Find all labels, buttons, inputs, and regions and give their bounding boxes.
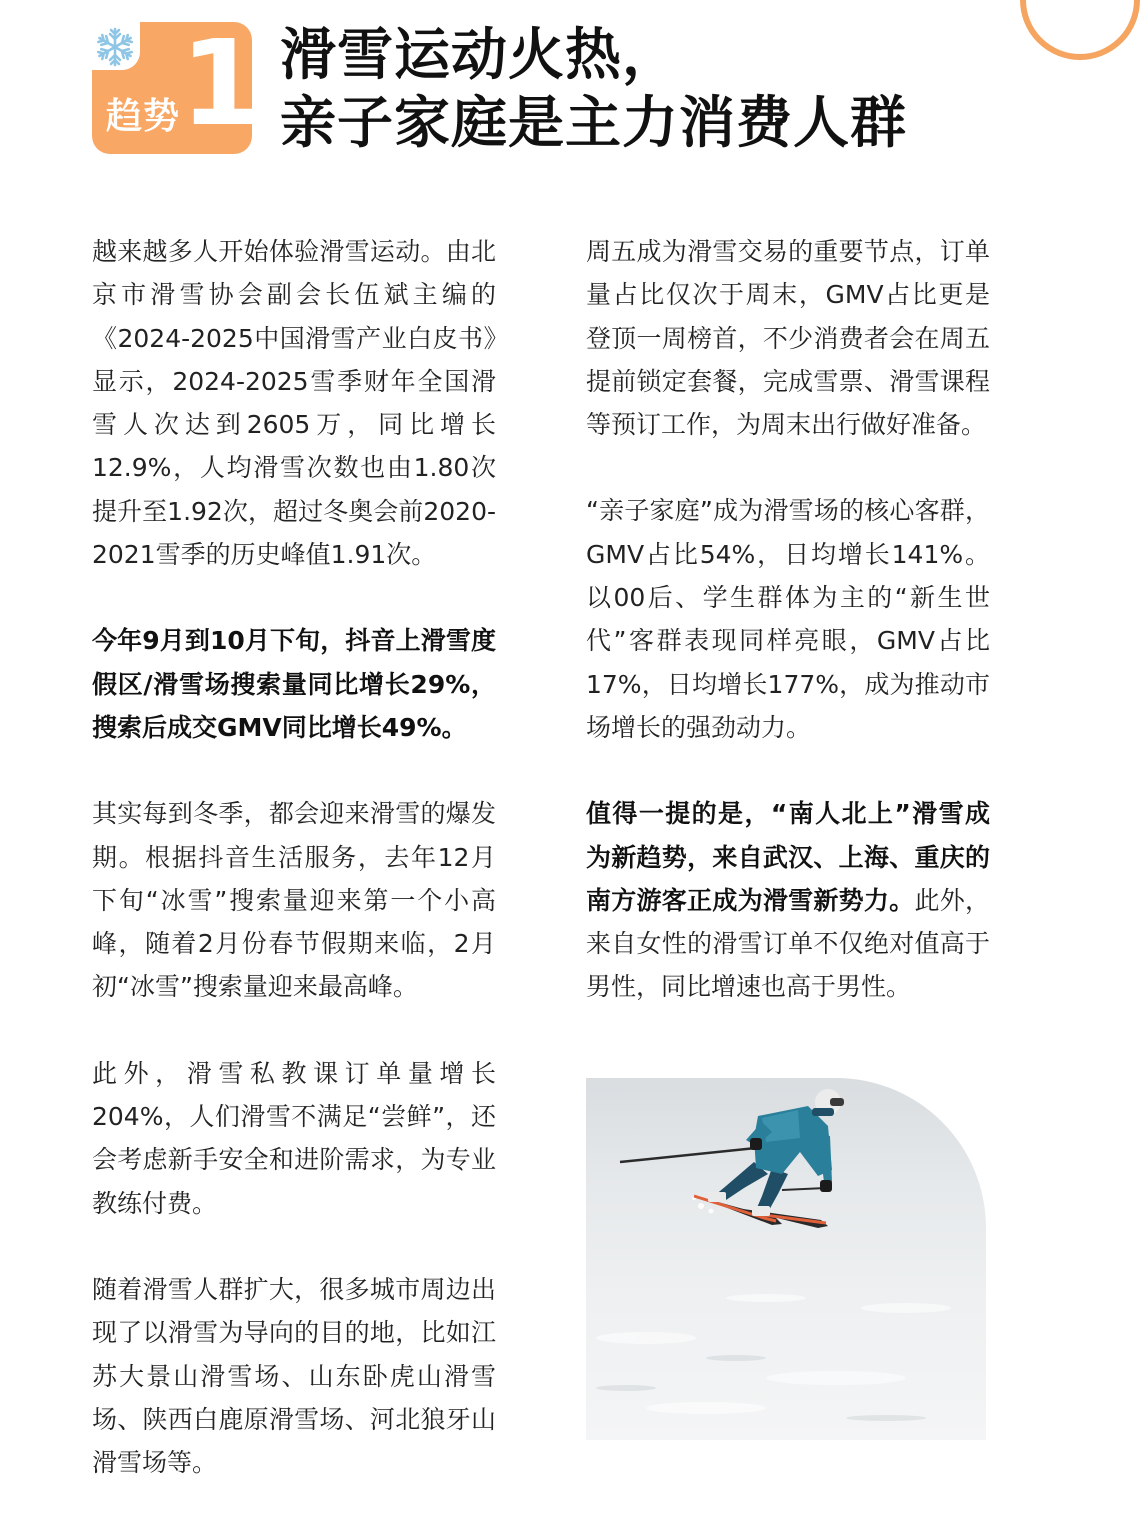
title-line-2: 亲子家庭是主力消费人群 xyxy=(280,91,907,156)
right-column xyxy=(586,230,990,1052)
right-paragraph-2: “亲子家庭”成为滑雪场的核心客群，GMV占比54%，日均增长141%。以00后、学生群体为主的“新生世代”客群表现同样亮眼，GMV占比17%，日均增长177%，成为推动市场增长的强劲动力。 xyxy=(586,496,990,742)
left-column xyxy=(92,230,496,1527)
skier-photo xyxy=(586,1078,986,1440)
right-paragraph-3-highlight: 值得一提的是，“南人北上”滑雪成为新趋势，来自武汉、上海、重庆的南方游客正成为滑雪新势力。 xyxy=(586,799,990,915)
title-line-1: 滑雪运动火热， xyxy=(280,23,679,88)
skier-illustration xyxy=(586,1078,986,1440)
trend-badge xyxy=(92,14,263,154)
right-paragraph-3 xyxy=(586,792,990,1008)
ski-pole-right xyxy=(782,1188,826,1190)
left-paragraph-4: 此外，滑雪私教课订单量增长204%，人们滑雪不满足“尝鲜”，还会考虑新手安全和进阶需求，为专业教练付费。 xyxy=(92,1058,496,1218)
left-paragraph-5: 随着滑雪人群扩大，很多城市周边出现了以滑雪为导向的目的地，比如江苏大景山滑雪场、山东卧虎山滑雪场、陕西白鹿原滑雪场、河北狼牙山滑雪场等。 xyxy=(92,1274,496,1478)
left-paragraph-3: 其实每到冬季，都会迎来滑雪的爆发期。根据抖音生活服务，去年12月下旬“冰雪”搜索量迎来第一个小高峰，随着2月份春节假期来临，2月初“冰雪”搜索量迎来最高峰。 xyxy=(92,799,496,1002)
corner-decoration xyxy=(1020,0,1140,60)
right-paragraph-3-rest: 此外，来自女性的滑雪订单不仅绝对值高于男性，同比增速也高于男性。 xyxy=(586,885,990,1002)
right-paragraph-1: 周五成为滑雪交易的重要节点，订单量占比仅次于周末，GMV占比更是登顶一周榜首，不少消费者会在周五提前锁定套餐，完成雪票、滑雪课程等预订工作，为周末出行做好准备。 xyxy=(586,237,990,440)
ski-pole-left xyxy=(620,1148,756,1162)
badge-label: 趋势 xyxy=(106,96,181,137)
page-title xyxy=(280,22,907,158)
left-paragraph-1: 越来越多人开始体验滑雪运动。由北京市滑雪协会副会长伍斌主编的《2024-2025中国滑雪产业白皮书》显示，2024-2025雪季财年全国滑雪人次达到2605万，同比增长12.9%，人均滑雪次数也由1.80次提升至1.92次，超过冬奥会前2020-2021雪季的历史峰值1.91次。 xyxy=(92,237,496,570)
snowflake-icon xyxy=(92,24,138,70)
left-paragraph-highlight: 今年9月到10月下旬，抖音上滑雪度假区/滑雪场搜索量同比增长29%，搜索后成交GMV同比增长49%。 xyxy=(92,626,496,742)
badge-number: 1 xyxy=(180,14,263,152)
